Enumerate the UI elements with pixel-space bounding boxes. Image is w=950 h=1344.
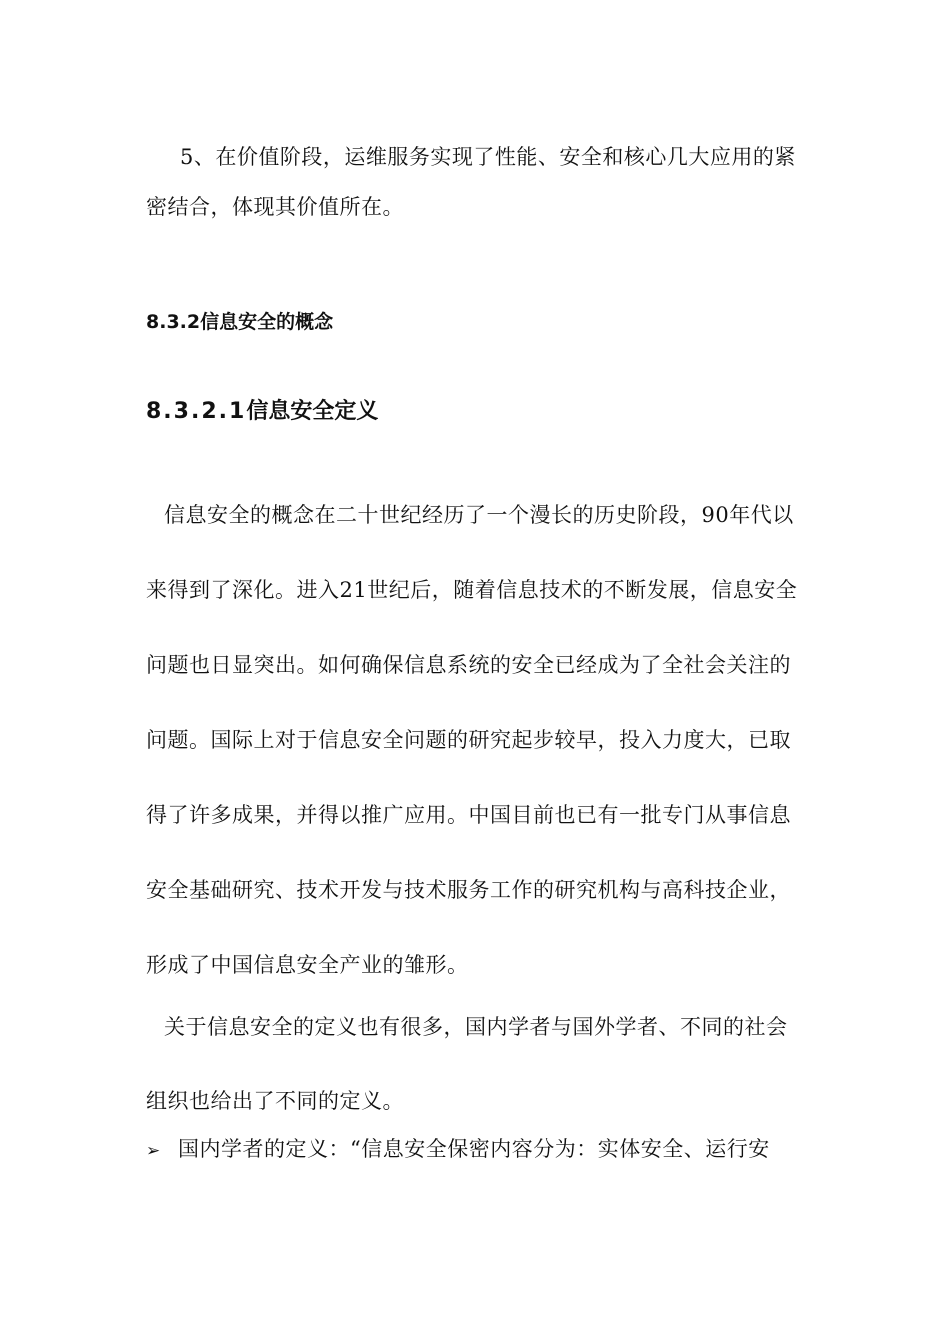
paragraph-text: 关于信息安全的定义也有很多，国内学者与国外学者、不同的社会组织也给出了不同的定义。 (146, 1015, 788, 1113)
section-heading-8-3-2-1 (146, 396, 806, 428)
paragraph-text: 信息安全的概念在二十世纪经历了一个漫长的历史阶段，90年代以来得到了深化。进入21世纪后，随着信息技术的不断发展，信息安全问题也日显突出。如何确保信息系统的安全已经成为了全社会关注的问题。国际上对于信息安全问题的研究起步较早，投入力度大，已取得了许多成果，并得以推广应用。中国目前也已有一批专门从事信息安全基础研究、技术开发与技术服务工作的研究机构与高科技企业，形成了中国信息安全产业的雏形。 (146, 503, 798, 977)
paragraph-info-security-history (146, 478, 806, 1003)
paragraph-definitions-intro (146, 990, 806, 1138)
heading-title: 信息安全定义 (246, 399, 379, 424)
paragraph-value-stage (146, 132, 806, 232)
heading-number: 8.3.2.1 (146, 399, 247, 424)
section-heading-8-3-2 (146, 308, 806, 336)
bullet-item-domestic-definition (146, 1131, 816, 1169)
arrow-bullet-icon: ➢ (146, 1141, 161, 1161)
heading-title: 信息安全的概念 (200, 311, 334, 333)
bullet-text: 国内学者的定义：“信息安全保密内容分为：实体安全、运行安 (178, 1137, 770, 1161)
paragraph-text: 5、在价值阶段，运维服务实现了性能、安全和核心几大应用的紧密结合，体现其价值所在。 (146, 145, 796, 219)
heading-number: 8.3.2 (146, 311, 201, 333)
